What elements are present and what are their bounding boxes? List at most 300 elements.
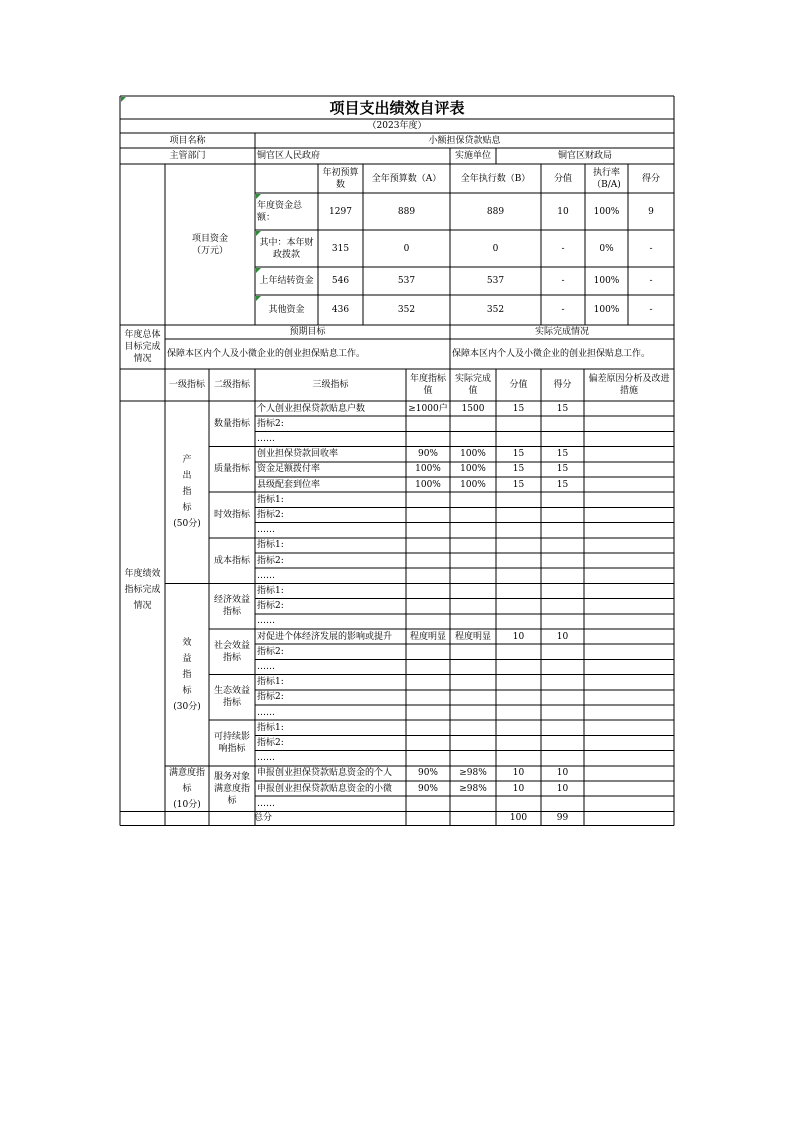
level2-group-text: 生态效益指标 — [213, 686, 250, 709]
funds-cell-initial-text: 436 — [331, 305, 350, 315]
level2-group — [209, 720, 255, 766]
indicator-cell-text: 100% — [460, 464, 486, 475]
funds-corner — [255, 164, 318, 193]
funds-row-name-text: 其他资金 — [268, 305, 305, 315]
indicator-cell — [496, 629, 541, 644]
indicator-cell — [541, 462, 584, 477]
indicator-cell — [496, 781, 541, 796]
level2-group-text: 时效指标 — [213, 509, 250, 520]
cell-comment-marker — [256, 231, 261, 236]
indicator-cell — [406, 477, 450, 492]
indicator-cell — [541, 735, 584, 750]
indicator-cell-text: 100% — [415, 464, 441, 475]
indicator-cell-text: 15 — [556, 464, 569, 475]
funds-cell-budget-text: 0 — [403, 243, 410, 254]
funds-cell-initial — [318, 193, 363, 230]
indicator-cell — [255, 492, 406, 507]
indicator-cell — [255, 644, 406, 659]
indicator-cell — [584, 720, 674, 735]
indicator-cell — [255, 781, 406, 796]
funds-cell-budget-text: 352 — [397, 305, 416, 315]
indicator-cell — [406, 568, 450, 583]
funds-cell-budget — [363, 230, 450, 267]
unit-label-text: 实施单位 — [454, 151, 491, 161]
funds-cell-budget — [363, 295, 450, 325]
indicator-cell — [450, 781, 496, 796]
indicator-cell — [255, 568, 406, 583]
indicator-cell-text: …… — [257, 570, 275, 581]
funds-cell-initial — [318, 230, 363, 267]
indicator-cell — [496, 735, 541, 750]
indicator-cell-text: 15 — [512, 479, 525, 490]
funds-header-got-text: 得分 — [641, 173, 660, 184]
indicator-cell — [255, 538, 406, 553]
indicator-cell — [406, 462, 450, 477]
indicator-cell-text: 15 — [556, 479, 569, 490]
funds-cell-got — [628, 295, 674, 325]
indicator-cell — [541, 447, 584, 462]
indicator-cell — [541, 766, 584, 781]
indicator-cell — [496, 705, 541, 720]
funds-cell-score — [541, 295, 585, 325]
indicator-cell-text: …… — [257, 798, 275, 809]
funds-header-initial — [318, 164, 363, 193]
indicator-cell — [584, 538, 674, 553]
indicator-cell — [496, 431, 541, 446]
funds-cell-rate-text: 0% — [599, 243, 614, 254]
indicator-cell — [584, 766, 674, 781]
indicator-cell — [450, 447, 496, 462]
funds-cell-budget-text: 889 — [397, 206, 416, 217]
indicator-cell-text: ≥98% — [459, 768, 487, 779]
indicator-cell — [496, 583, 541, 598]
indicator-cell-text: …… — [257, 433, 275, 444]
indicator-cell — [406, 538, 450, 553]
funds-cell-got-text: - — [649, 243, 653, 254]
indicator-cell — [255, 507, 406, 522]
indicator-cell — [496, 614, 541, 629]
indicator-cell — [584, 447, 674, 462]
indicator-cell — [496, 766, 541, 781]
indicator-cell — [584, 751, 674, 766]
indicator-cell — [406, 614, 450, 629]
total-score — [496, 811, 541, 825]
indicator-cell — [496, 796, 541, 811]
indicator-cell — [450, 705, 496, 720]
indicator-cell-text: 15 — [512, 403, 525, 414]
indicator-cell — [584, 796, 674, 811]
indicator-cell — [541, 523, 584, 538]
funds-header-exec — [450, 164, 541, 193]
indicator-cell-text: 申报创业担保贷款贴息资金的小微 — [257, 783, 393, 794]
indicator-cell — [541, 781, 584, 796]
indicator-cell-text: 100% — [460, 479, 486, 490]
indicator-cell-text: 15 — [556, 449, 569, 460]
indicator-cell-text: 90% — [417, 783, 438, 794]
indicator-cell-text: 创业担保贷款回收率 — [257, 449, 339, 460]
level2-group — [209, 629, 255, 675]
indicator-cell — [255, 629, 406, 644]
cell-comment-marker — [256, 194, 261, 199]
funds-cell-rate-text: 100% — [593, 305, 620, 315]
indicator-cell — [496, 401, 541, 416]
total-got — [541, 811, 584, 825]
indicator-cell — [584, 599, 674, 614]
funds-row-name — [255, 267, 318, 295]
indicator-cell — [255, 690, 406, 705]
indicator-header-target — [406, 369, 450, 401]
indicator-cell — [496, 553, 541, 568]
level1-group-text: 满意度指 标 (10分) — [168, 767, 205, 810]
indicator-cell — [541, 720, 584, 735]
funds-cell-budget — [363, 193, 450, 230]
indicator-cell — [584, 583, 674, 598]
indicator-cell — [584, 629, 674, 644]
indicator-cell — [255, 583, 406, 598]
funds-header-got — [628, 164, 674, 193]
indicator-cell — [406, 796, 450, 811]
funds-cell-got-text: - — [649, 305, 653, 315]
indicator-cell-text: 程度明显 — [409, 631, 446, 642]
indicator-cell — [584, 431, 674, 446]
indicator-cell — [406, 644, 450, 659]
indicator-cell — [255, 705, 406, 720]
indicator-cell — [496, 507, 541, 522]
indicator-header-reason — [584, 369, 674, 401]
indicator-cell — [496, 416, 541, 431]
indicator-cell — [541, 690, 584, 705]
indicator-cell — [584, 568, 674, 583]
indicator-cell-text: …… — [257, 753, 275, 764]
indicator-cell — [541, 659, 584, 674]
indicator-cell — [450, 416, 496, 431]
goals-expected-header-text: 预期目标 — [289, 327, 326, 337]
goals-actual-text — [450, 339, 674, 369]
funds-header-rate — [585, 164, 628, 193]
indicator-cell — [584, 614, 674, 629]
funds-left-blank — [120, 164, 165, 325]
indicator-cell-text: 10 — [512, 783, 525, 794]
indicator-cell — [450, 644, 496, 659]
indicator-header-score — [496, 369, 541, 401]
indicator-cell — [406, 401, 450, 416]
indicator-cell — [450, 492, 496, 507]
indicator-cell — [450, 523, 496, 538]
indicator-header-l1 — [165, 369, 209, 401]
indicator-cell — [406, 599, 450, 614]
funds-header-exec-text: 全年执行数（B） — [460, 173, 531, 184]
indicator-cell — [584, 644, 674, 659]
indicator-cell — [406, 720, 450, 735]
funds-header-budget-text: 全年预算数（A） — [371, 173, 442, 184]
indicator-cell — [255, 447, 406, 462]
indicator-cell — [255, 766, 406, 781]
level1-group — [165, 401, 209, 583]
goals-expected-header — [165, 325, 450, 339]
funds-cell-score-text: - — [561, 243, 565, 254]
funds-cell-score-text: - — [561, 276, 565, 286]
funds-row-name — [255, 295, 318, 325]
indicator-header-actual — [450, 369, 496, 401]
funds-header-rate-text: 执行率（B/A) — [592, 167, 621, 190]
indicator-cell-text: …… — [257, 707, 275, 718]
indicator-cell — [450, 507, 496, 522]
indicator-cell — [255, 523, 406, 538]
funds-cell-got — [628, 193, 674, 230]
indicator-cell — [255, 751, 406, 766]
indicator-cell — [584, 462, 674, 477]
indicator-cell-text: …… — [257, 616, 275, 627]
indicator-header-got — [541, 369, 584, 401]
indicator-cell — [584, 735, 674, 750]
indicator-cell-text: 10 — [512, 631, 525, 642]
funds-header-score — [541, 164, 585, 193]
indicator-cell — [450, 477, 496, 492]
project-name-label — [120, 133, 255, 148]
indicator-cell-text: 10 — [556, 631, 569, 642]
indicator-cell — [255, 477, 406, 492]
indicator-cell — [584, 401, 674, 416]
indicator-cell-text: 90% — [417, 449, 438, 460]
indicator-cell-text: 指标2: — [257, 601, 284, 612]
funds-cell-score-text: 10 — [557, 206, 569, 217]
indicator-cell — [584, 492, 674, 507]
total-label-text: 总分 — [253, 813, 272, 824]
indicator-header-l1-text: 一级指标 — [168, 380, 205, 390]
indicator-cell-text: 资金足额拨付率 — [257, 464, 321, 475]
project-name-label-text: 项目名称 — [169, 135, 206, 146]
funds-cell-exec — [450, 295, 541, 325]
indicator-cell-text: 15 — [512, 449, 525, 460]
unit-label — [450, 148, 496, 164]
indicator-cell-text: 申报创业担保贷款贴息资金的个人 — [257, 768, 393, 779]
indicator-cell — [406, 659, 450, 674]
indicator-cell — [255, 659, 406, 674]
indicator-header-l2-text: 二级指标 — [213, 380, 250, 390]
funds-cell-budget — [363, 267, 450, 295]
funds-header-score-text: 分值 — [553, 173, 572, 184]
indicator-cell — [541, 477, 584, 492]
level2-group-text: 经济效益指标 — [213, 595, 250, 618]
indicator-cell — [541, 538, 584, 553]
year-subtitle-text: （2023年度） — [367, 121, 427, 131]
indicator-cell — [541, 507, 584, 522]
indicator-cell — [406, 492, 450, 507]
indicator-cell — [584, 416, 674, 431]
indicator-cell — [450, 431, 496, 446]
funds-cell-score — [541, 267, 585, 295]
indicator-cell-text: 10 — [556, 768, 569, 779]
indicator-cell-text: 指标2: — [257, 555, 284, 566]
indicator-cell-text: 对促进个体经济发展的影响或提升 — [257, 631, 393, 642]
indicator-cell — [584, 659, 674, 674]
indicator-cell — [406, 629, 450, 644]
indicator-cell-text: 100% — [460, 449, 486, 460]
funds-cell-got-text: - — [649, 276, 653, 286]
funds-cell-rate — [585, 267, 628, 295]
indicator-cell-text: 程度明显 — [454, 631, 491, 642]
indicator-cell — [406, 766, 450, 781]
indicator-cell — [255, 720, 406, 735]
indicator-cell — [541, 583, 584, 598]
indicator-cell-text: 指标2: — [257, 509, 284, 520]
indicator-cell — [255, 796, 406, 811]
indicator-cell — [406, 675, 450, 690]
indicator-cell — [450, 614, 496, 629]
total-score-text: 100 — [509, 813, 528, 824]
indicator-cell — [450, 538, 496, 553]
dept-label — [120, 148, 255, 164]
indicator-cell — [255, 401, 406, 416]
indicator-cell-text: 个人创业担保贷款贴息户数 — [257, 403, 366, 414]
indicator-cell — [496, 720, 541, 735]
indicator-cell — [541, 705, 584, 720]
unit-value — [496, 148, 674, 164]
indicator-cell — [406, 751, 450, 766]
level2-group-text: 社会效益指标 — [213, 640, 250, 663]
indicator-cell-text: 指标2: — [257, 646, 284, 657]
level1-group — [165, 583, 209, 765]
goals-expected-text — [165, 339, 450, 369]
indicator-cell-text: 90% — [417, 768, 438, 779]
funds-cell-exec — [450, 267, 541, 295]
indicator-header-score-text: 分值 — [509, 380, 528, 390]
indicator-cell — [584, 507, 674, 522]
indicator-cell — [255, 553, 406, 568]
indicator-cell — [496, 462, 541, 477]
indicator-cell — [450, 583, 496, 598]
cell-comment-marker — [256, 268, 261, 273]
indicator-cell-text: 指标1: — [257, 494, 284, 505]
indicator-cell — [496, 659, 541, 674]
indicator-cell-text: 指标1: — [257, 677, 284, 688]
indicator-cell — [496, 568, 541, 583]
funds-cell-rate-text: 100% — [593, 206, 620, 217]
funds-cell-got-text: 9 — [648, 206, 654, 217]
indicator-cell — [496, 690, 541, 705]
indicator-cell — [541, 431, 584, 446]
indicator-cell-text: …… — [257, 525, 275, 536]
level2-group — [209, 447, 255, 493]
funds-header-budget — [363, 164, 450, 193]
dept-value — [255, 148, 450, 164]
indicator-cell — [541, 492, 584, 507]
indicator-cell — [450, 568, 496, 583]
indicator-cell-text: …… — [257, 661, 275, 672]
indicator-cell — [541, 553, 584, 568]
funds-cell-rate — [585, 230, 628, 267]
indicator-cell-text: ≥1000户 — [408, 403, 448, 414]
level2-group-text: 质量指标 — [213, 464, 250, 475]
indicator-cell-text: 10 — [512, 768, 525, 779]
indicator-header-actual-text: 实际完成值 — [454, 374, 491, 396]
indicator-cell — [584, 690, 674, 705]
total-got-text: 99 — [556, 813, 569, 824]
funds-row-name-text: 年度资金总额： — [257, 200, 303, 223]
indicator-cell — [541, 675, 584, 690]
level2-group-text: 可持续影响指标 — [213, 731, 250, 754]
project-name-value-text: 小额担保贷款贴息 — [428, 135, 501, 146]
indicator-cell — [450, 675, 496, 690]
funds-cell-exec — [450, 230, 541, 267]
level2-group — [209, 583, 255, 629]
dept-label-text: 主管部门 — [169, 151, 206, 161]
funds-cell-exec-text: 537 — [486, 276, 505, 286]
indicator-cell — [450, 690, 496, 705]
project-name-value — [255, 133, 674, 148]
indicator-cell — [255, 416, 406, 431]
indicator-cell — [541, 644, 584, 659]
indicator-cell — [496, 644, 541, 659]
indicator-cell — [406, 735, 450, 750]
indicator-cell — [450, 751, 496, 766]
indicator-header-l3-text: 三级指标 — [312, 380, 349, 390]
funds-cell-score — [541, 230, 585, 267]
indicator-cell — [255, 462, 406, 477]
indicator-cell — [541, 401, 584, 416]
indicator-cell — [584, 781, 674, 796]
indicator-cell — [541, 416, 584, 431]
indicator-cell-text: 指标2: — [257, 418, 284, 429]
indicator-cell — [584, 675, 674, 690]
indicator-cell — [450, 629, 496, 644]
level2-group — [209, 401, 255, 447]
indicator-cell — [255, 431, 406, 446]
funds-cell-exec-text: 352 — [486, 305, 505, 315]
funds-row-name-text: 其中：本年财政拨款 — [259, 237, 314, 260]
goals-label — [120, 325, 165, 369]
funds-cell-initial — [318, 267, 363, 295]
indicator-cell — [406, 583, 450, 598]
funds-cell-got — [628, 230, 674, 267]
indicator-cell — [584, 523, 674, 538]
year-subtitle — [120, 119, 674, 133]
level1-group-text: 产 出 指 标 (50分) — [173, 455, 201, 530]
indicator-cell — [450, 599, 496, 614]
indicator-cell-text: 1500 — [461, 403, 485, 414]
indicator-cell — [541, 629, 584, 644]
indicator-cell — [496, 477, 541, 492]
indicator-cell — [450, 766, 496, 781]
indicator-cell-text: 15 — [512, 464, 525, 475]
funds-cell-initial-text: 315 — [331, 243, 350, 254]
unit-value-text: 铜官区财政局 — [557, 151, 612, 161]
level2-group-text: 数量指标 — [213, 418, 250, 429]
funds-cell-initial-text: 546 — [331, 276, 350, 286]
indicator-cell — [584, 705, 674, 720]
funds-cell-initial-text: 1297 — [329, 206, 352, 217]
indicator-header-got-text: 得分 — [553, 380, 572, 390]
indicator-cell-text: ≥98% — [459, 783, 487, 794]
funds-cell-got — [628, 267, 674, 295]
indicator-cell-text: 指标1: — [257, 585, 284, 596]
indicator-cell-text: 指标2: — [257, 692, 284, 703]
indicator-cell-text: 10 — [556, 783, 569, 794]
indicator-cell — [450, 735, 496, 750]
indicator-cell — [406, 523, 450, 538]
indicator-cell — [496, 751, 541, 766]
level2-group — [209, 675, 255, 721]
funds-cell-exec-text: 0 — [492, 243, 499, 254]
indicator-cell — [450, 720, 496, 735]
indicator-cell — [406, 431, 450, 446]
dept-value-text: 铜官区人民政府 — [257, 151, 321, 161]
funds-cell-exec — [450, 193, 541, 230]
indicator-cell — [496, 675, 541, 690]
indicator-cell — [406, 705, 450, 720]
total-label — [120, 811, 406, 825]
indicator-cell — [406, 781, 450, 796]
